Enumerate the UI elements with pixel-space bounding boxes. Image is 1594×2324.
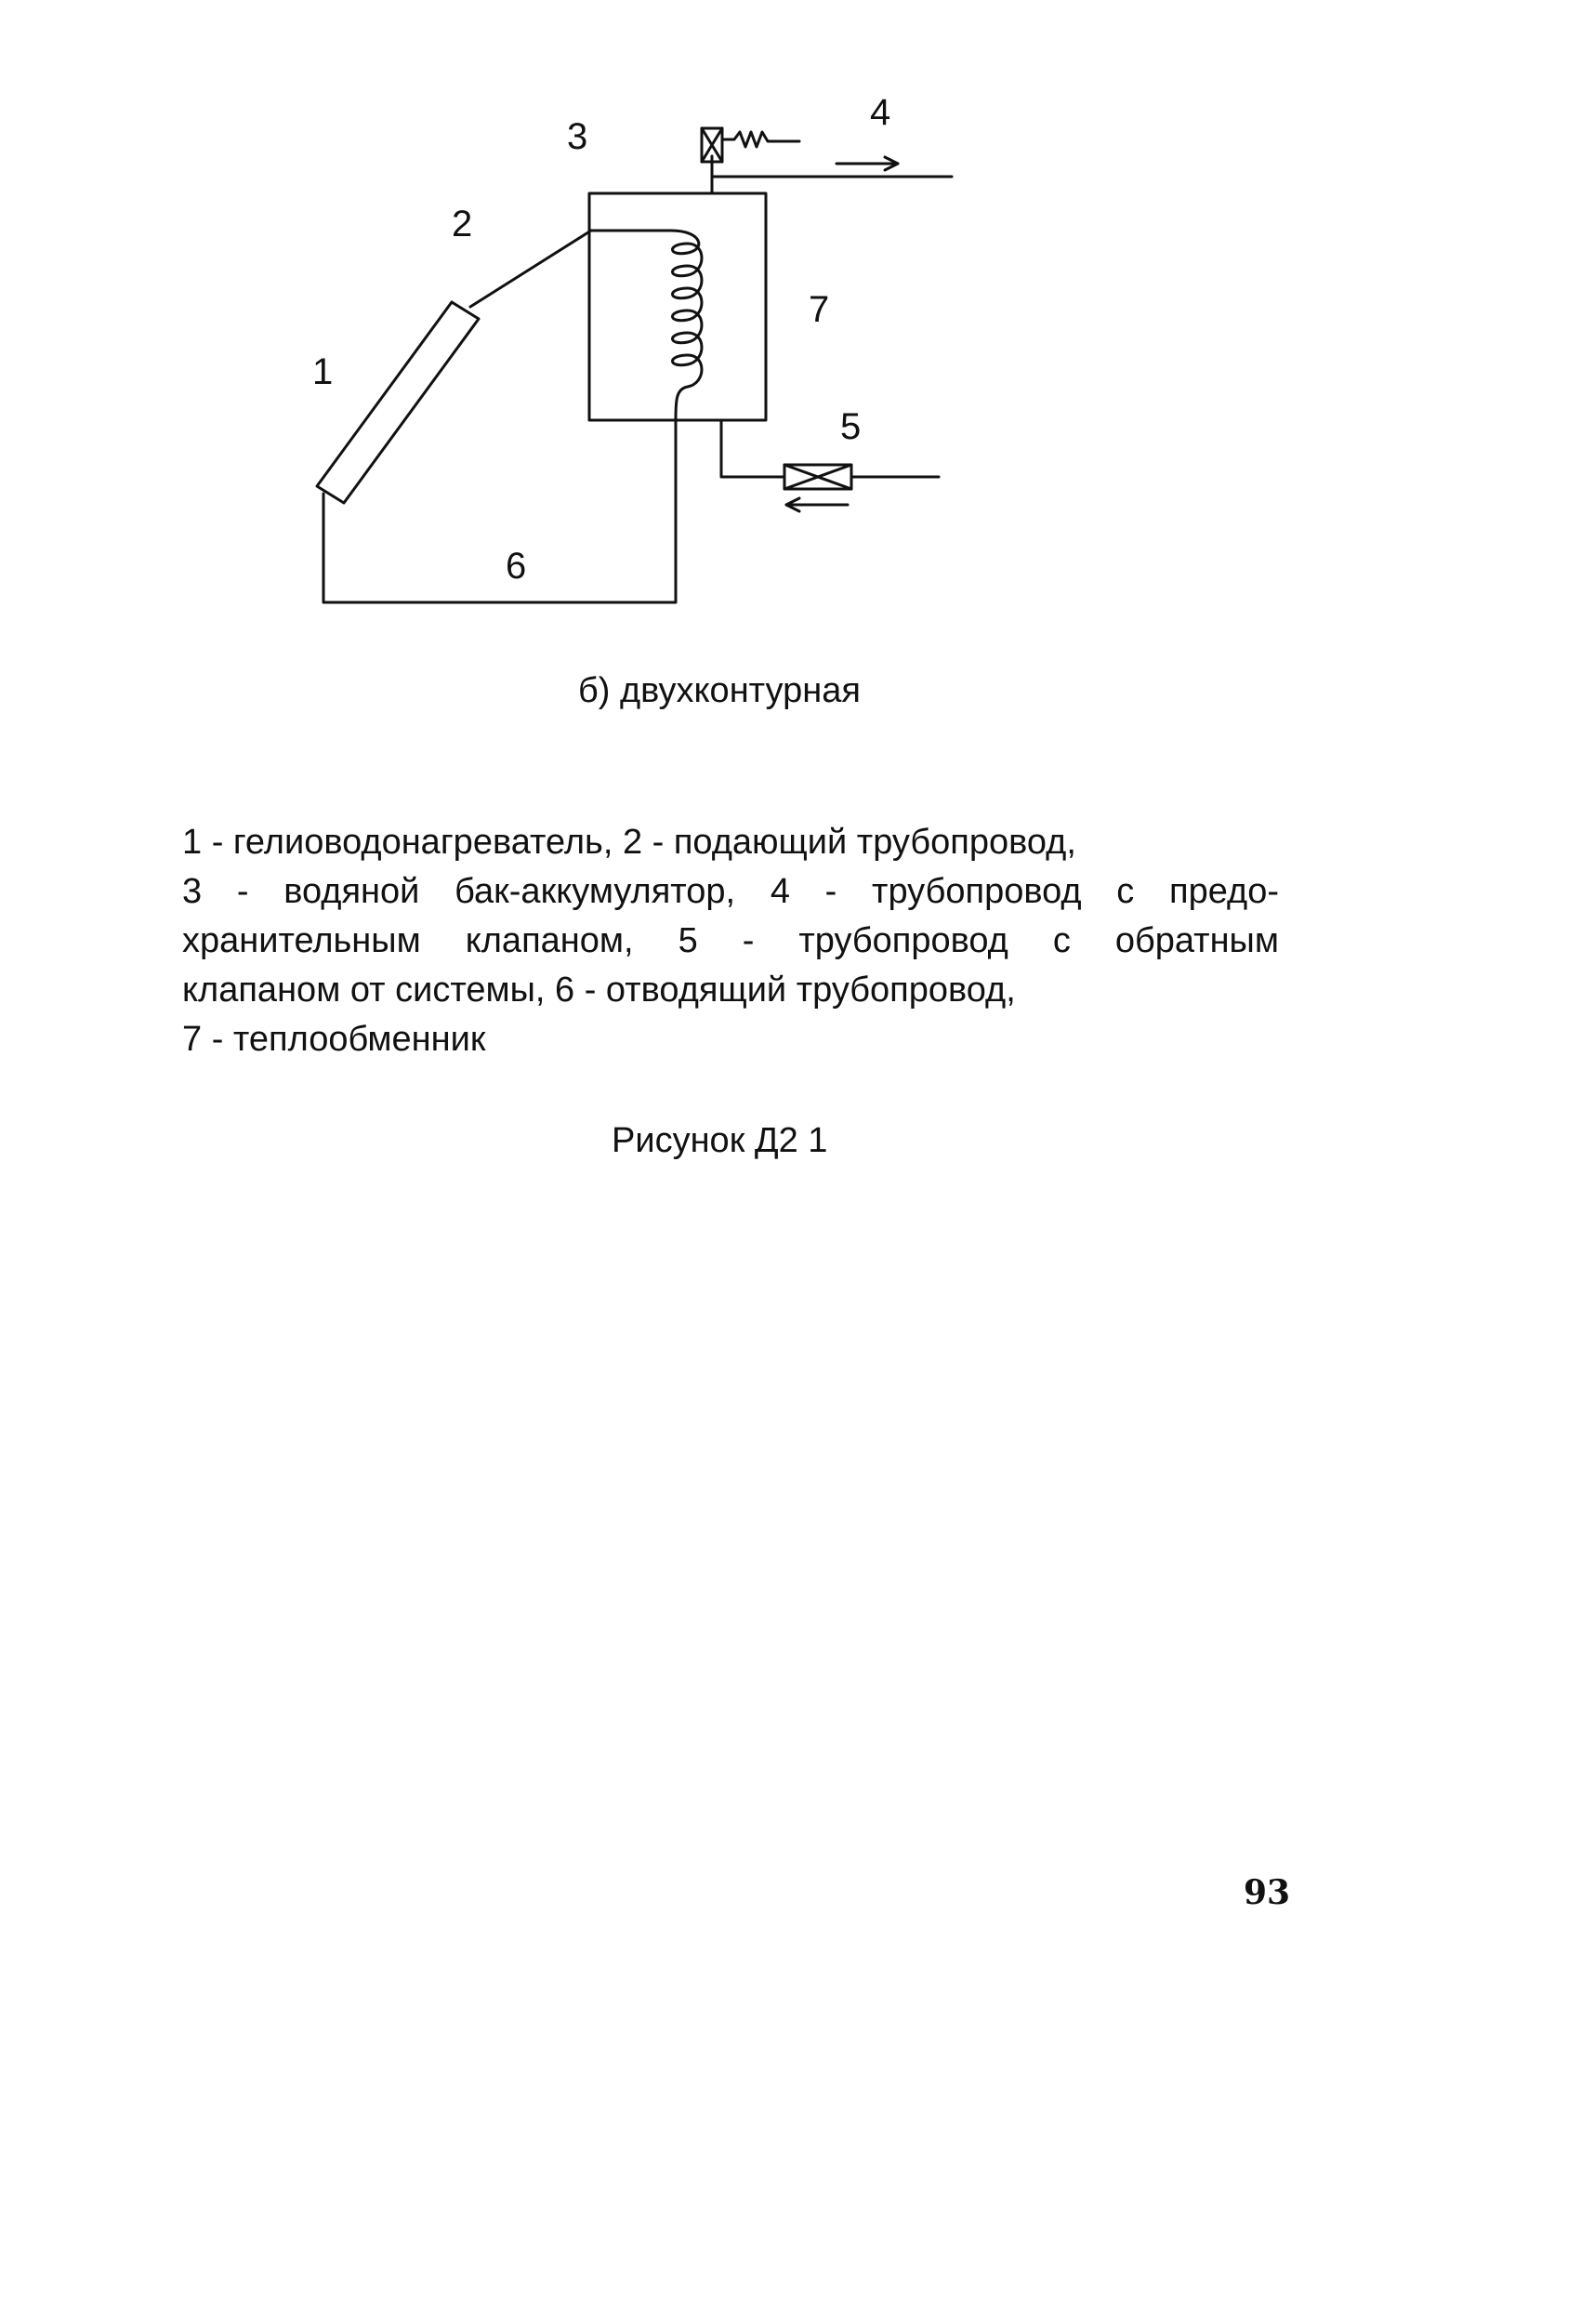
storage-tank [589, 193, 766, 420]
page-number: 93 [1244, 1873, 1291, 1912]
solar-water-heater-diagram [0, 0, 1594, 706]
figure-label: Рисунок Д2 1 [612, 1121, 828, 1160]
supply-pipe [470, 231, 591, 307]
solar-collector [317, 302, 479, 503]
legend-line: хранительным клапаном, 5 - трубопровод с обратным [182, 921, 1279, 960]
diagram-caption: б) двухконтурная [578, 671, 861, 710]
inlet-pipe [721, 420, 784, 477]
return-pipe [323, 420, 676, 602]
label-3: 3 [567, 116, 588, 157]
legend-line: 3 - водяной бак-аккумулятор, 4 - трубопровод с предо- [182, 872, 1279, 911]
label-2: 2 [452, 204, 473, 244]
label-4: 4 [870, 92, 891, 133]
label-6: 6 [506, 546, 527, 587]
label-1: 1 [312, 351, 334, 392]
safety-valve-spring [722, 132, 799, 147]
legend-line: клапаном от системы, 6 - отводящий трубопровод, [182, 971, 1016, 1010]
legend-line: 7 - теплообменник [182, 1020, 486, 1059]
label-7: 7 [809, 289, 830, 330]
legend-line: 1 - гелиоводонагреватель, 2 - подающий трубопровод, [182, 823, 1076, 862]
heat-exchanger-coil [591, 231, 702, 420]
legend [182, 818, 1279, 1064]
label-5: 5 [840, 406, 862, 447]
